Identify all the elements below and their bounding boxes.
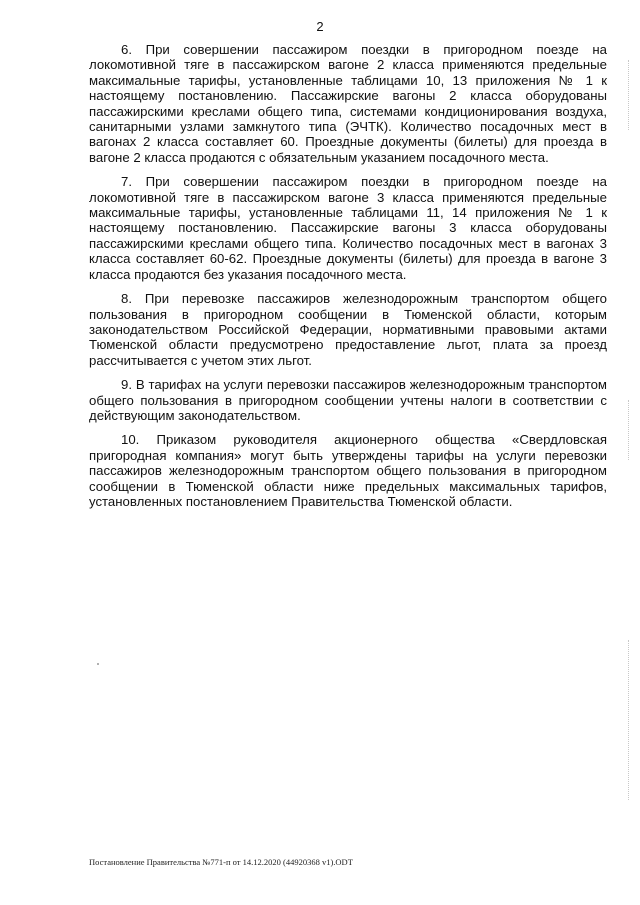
scan-margin-dots (628, 640, 632, 800)
paragraph-8: 8. При перевозке пассажиров железнодорожным транспортом общего пользования в пригородном сообщении в Тюменской области, которым законодательством Российской Федерации, нормативными правовыми актами Тюменской области предусмотрено предоставление льгот, плата за проезд рассчитывается с учетом этих льгот. (89, 291, 607, 368)
scan-speck (97, 663, 99, 665)
scan-margin-dots (628, 60, 632, 130)
paragraph-9: 9. В тарифах на услуги перевозки пассажиров железнодорожным транспортом общего пользования в пригородном сообщении учтены налоги в соответствии с действующим законодательством. (89, 377, 607, 423)
paragraph-7: 7. При совершении пассажиром поездки в пригородном поезде на локомотивной тяге в пассажирском вагоне 3 класса применяются предельные максимальные тарифы, установленные таблицами 11, 14 приложения № 1 к настоящему постановлению. Пассажирские вагоны 3 класса оборудованы пассажирскими креслами общего типа. Количество посадочных мест в вагонах 3 класса составляет 60-62. Проездные документы (билеты) для проезда в вагоне 3 класса продаются без указания посадочного места. (89, 174, 607, 282)
document-footer: Постановление Правительства №771-п от 14.12.2020 (44920368 v1).ODT (89, 857, 353, 867)
paragraph-10: 10. Приказом руководителя акционерного общества «Свердловская пригородная компания» могут быть утверждены тарифы на услуги перевозки пассажиров железнодорожным транспортом общего пользования в пригородном сообщении в Тюменской области ниже предельных максимальных тарифов, установленных постановлением Правительства Тюменской области. (89, 432, 607, 509)
paragraph-6: 6. При совершении пассажиром поездки в пригородном поезде на локомотивной тяге в пассажирском вагоне 2 класса применяются предельные максимальные тарифы, установленные таблицами 10, 13 приложения № 1 к настоящему постановлению. Пассажирские вагоны 2 класса оборудованы пассажирскими креслами общего типа, системами кондиционирования воздуха, санитарными узлами замкнутого типа (ЭЧТК). Количество посадочных мест в вагонах 2 класса составляет 60. Проездные документы (билеты) для проезда в вагоне 2 класса продаются с обязательным указанием посадочного места. (89, 42, 607, 165)
document-body (89, 42, 607, 518)
scan-margin-dots (628, 400, 632, 460)
page-number: 2 (316, 19, 324, 34)
